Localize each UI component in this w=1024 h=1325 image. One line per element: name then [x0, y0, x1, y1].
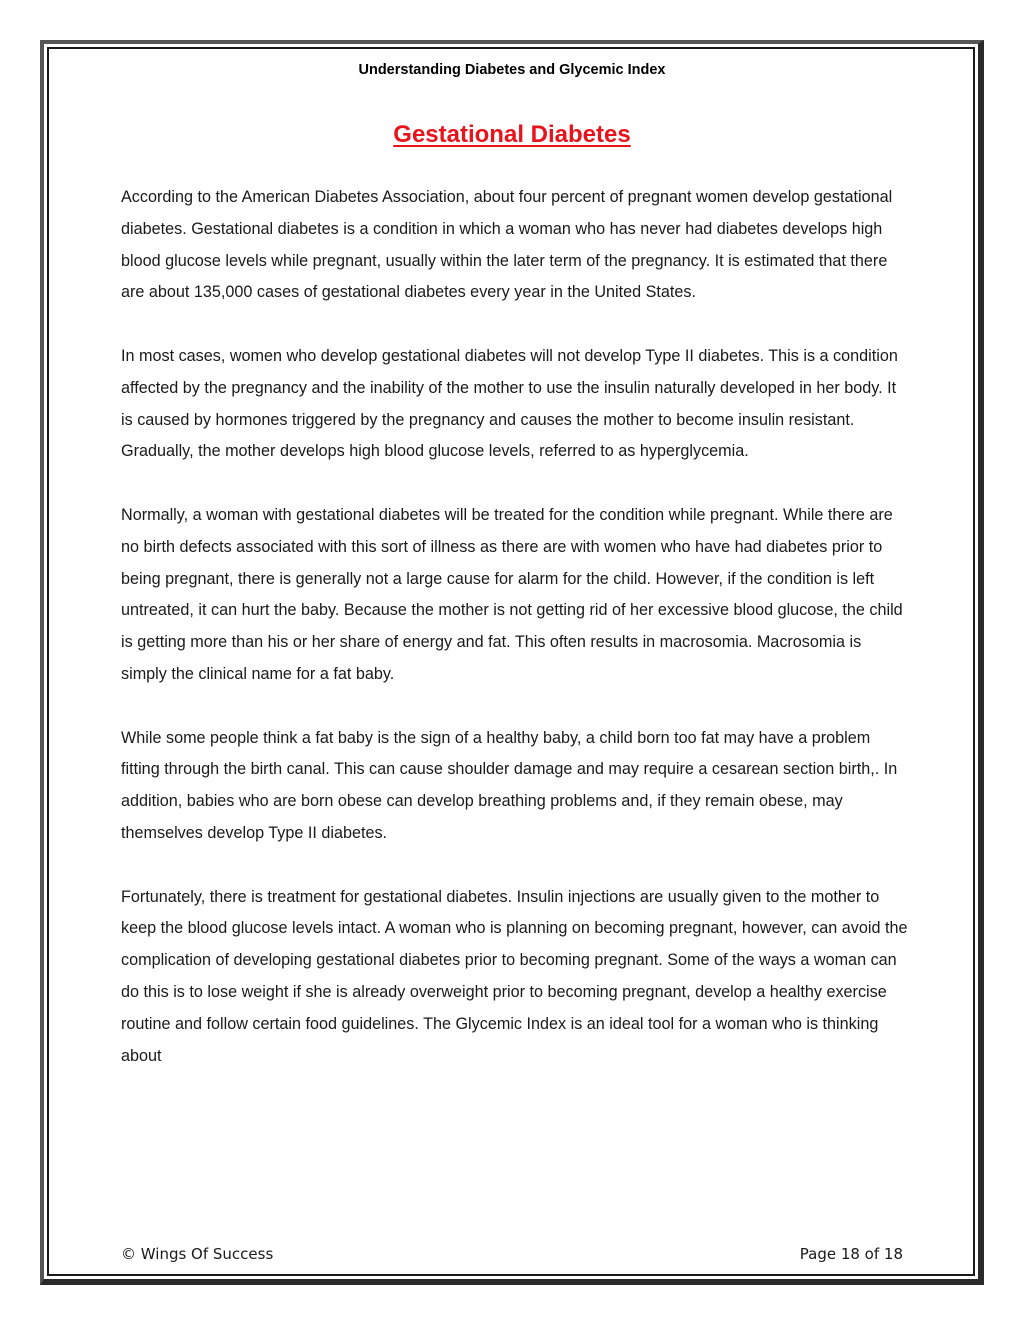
paragraph: In most cases, women who develop gestational diabetes will not develop Type II diabetes. This is a condition affected by the pregnancy and the inability of the mother to use the insulin naturally developed in her body. It is caused by hormones triggered by the pregnancy and causes the mother to become insulin resistant. Gradually, the mother develops high blood glucose levels, referred to as hyperglycemia. — [121, 346, 898, 461]
paragraph: Fortunately, there is treatment for gestational diabetes. Insulin injections are usually given to the mother to keep the blood glucose levels intact. A woman who is planning on becoming pregnant, however, can avoid the complication of developing gestational diabetes prior to becoming pregnant. Some of the ways a woman can do this is to lose weight if she is already overweight prior to becoming pregnant, develop a healthy exercise routine and follow certain food guidelines. The Glycemic Index is an ideal tool for a woman who is thinking about — [121, 887, 908, 1065]
paragraph: Normally, a woman with gestational diabetes will be treated for the condition while pregnant. While there are no birth defects associated with this sort of illness as there are with women who have had diabetes prior to being pregnant, there is generally not a large cause for alarm for the child. However, if the condition is left untreated, it can hurt the baby. Because the mother is not getting rid of her excessive blood glucose, the child is getting more than his or her share of energy and fat. This often results in macrosomia. Macrosomia is simply the clinical name for a fat baby. — [121, 505, 903, 683]
copyright-notice: © Wings Of Success — [121, 1245, 274, 1263]
page-number: Page 18 of 18 — [799, 1245, 903, 1263]
running-header: Understanding Diabetes and Glycemic Index — [358, 62, 666, 78]
page-title-text: Gestational Diabetes — [393, 121, 631, 148]
paragraph: According to the American Diabetes Association, about four percent of pregnant women develop gestational diabetes. Gestational diabetes is a condition in which a woman who has never had diabetes develops high blood glucose levels while pregnant, usually within the later term of the pregnancy. It is estimated that there are about 135,000 cases of gestational diabetes every year in the United States. — [121, 188, 893, 302]
paragraph: While some people think a fat baby is the sign of a healthy baby, a child born too fat may have a problem fitting through the birth canal. This can cause shoulder damage and may require a cesarean section birth,. In addition, babies who are born obese can develop breathing problems and, if they remain obese, may themselves develop Type II diabetes. — [121, 728, 898, 842]
page-title — [0, 121, 1024, 149]
body-text — [121, 182, 911, 1104]
